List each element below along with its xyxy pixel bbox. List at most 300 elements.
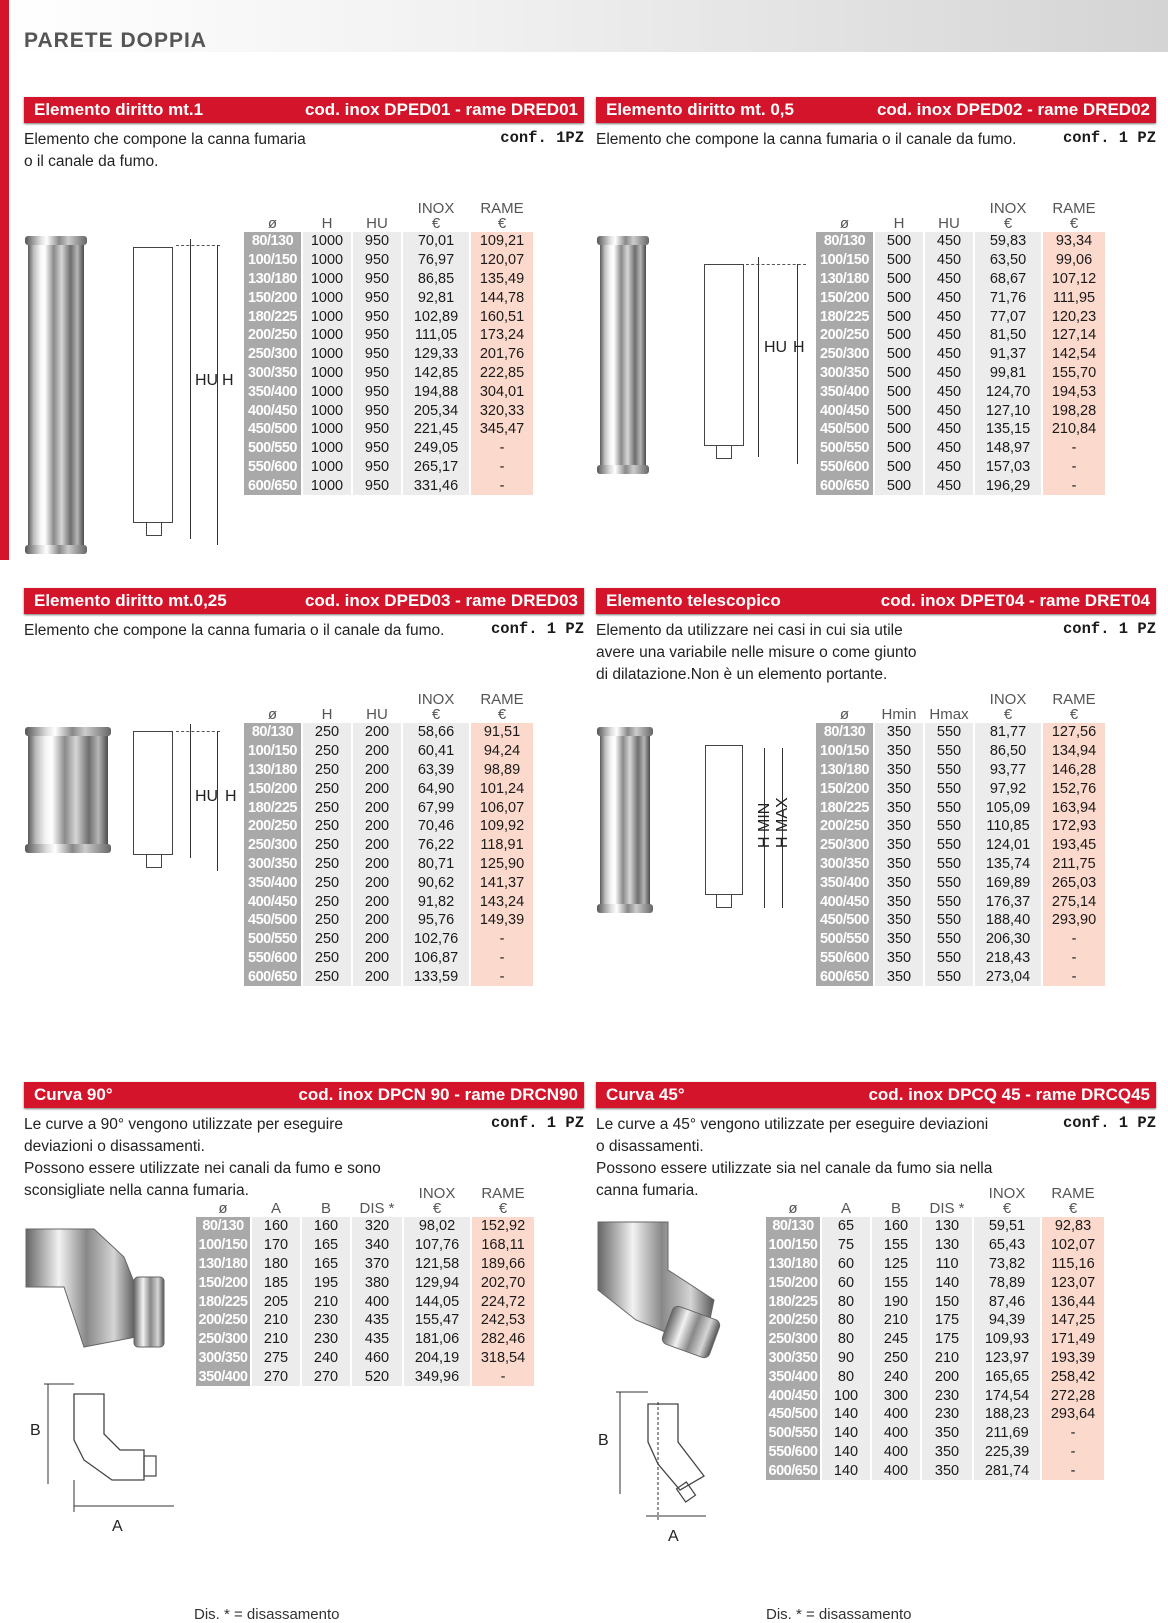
inox-label: INOX bbox=[418, 1185, 456, 1202]
table-row bbox=[816, 364, 1105, 383]
table-row bbox=[244, 232, 533, 251]
table-cell: 87,46 bbox=[974, 1292, 1040, 1311]
col-rame bbox=[472, 1186, 534, 1217]
table-cell: 230 bbox=[922, 1386, 972, 1405]
table-cell: 152,92 bbox=[472, 1217, 534, 1236]
table-cell: 211,75 bbox=[1043, 855, 1105, 874]
section-code: cod. inox DPED03 - rame DRED03 bbox=[304, 591, 578, 610]
table-cell: 194,53 bbox=[1043, 382, 1105, 401]
dim-label-a: A bbox=[112, 1518, 123, 1535]
dis-star: * bbox=[958, 1200, 965, 1217]
table-cell: 106,87 bbox=[403, 949, 469, 968]
diameter-cell: 150/200 bbox=[196, 1273, 250, 1292]
table-cell: 350 bbox=[875, 742, 923, 761]
col-hmin: Hmin bbox=[881, 706, 917, 723]
table-cell: 1000 bbox=[303, 232, 351, 251]
table-row bbox=[766, 1292, 1104, 1311]
table-cell: 102,89 bbox=[403, 307, 469, 326]
table-cell: 250 bbox=[303, 930, 351, 949]
table-row bbox=[196, 1236, 534, 1255]
page-title: PARETE DOPPIA bbox=[24, 29, 207, 52]
table-row bbox=[244, 817, 533, 836]
dim-label-hu: HU bbox=[195, 372, 219, 389]
table-cell: 200 bbox=[353, 873, 401, 892]
table-row bbox=[196, 1367, 534, 1386]
table-cell: 76,22 bbox=[403, 836, 469, 855]
diameter-cell: 350/400 bbox=[816, 873, 873, 892]
table-cell: 148,97 bbox=[975, 439, 1041, 458]
diameter-cell: 100/150 bbox=[816, 251, 873, 270]
diameter-cell: 200/250 bbox=[244, 817, 301, 836]
table-cell: 118,91 bbox=[471, 836, 533, 855]
section-conf: conf. 1PZ bbox=[500, 129, 584, 147]
table-cell: 350 bbox=[875, 855, 923, 874]
table-cell: 111,05 bbox=[403, 326, 469, 345]
table-cell: 188,40 bbox=[975, 911, 1041, 930]
table-cell: 435 bbox=[352, 1311, 402, 1330]
euro-label: € bbox=[432, 1200, 442, 1217]
section-curva-90 bbox=[24, 1082, 584, 1535]
table-cell: 110,85 bbox=[975, 817, 1041, 836]
table-cell: 109,92 bbox=[471, 817, 533, 836]
table-cell: 155,47 bbox=[404, 1311, 470, 1330]
table-cell: 222,85 bbox=[471, 364, 533, 383]
table-cell: 500 bbox=[875, 288, 923, 307]
col-diameter: ø bbox=[839, 215, 850, 232]
table-cell: 86,50 bbox=[975, 742, 1041, 761]
table-cell: 275,14 bbox=[1043, 892, 1105, 911]
table-cell: 1000 bbox=[303, 420, 351, 439]
col-inox bbox=[403, 201, 469, 232]
diameter-cell: 200/250 bbox=[816, 817, 873, 836]
table-cell: 950 bbox=[353, 232, 401, 251]
table-cell: 950 bbox=[353, 307, 401, 326]
dim-tick bbox=[176, 731, 220, 732]
table-cell: 144,05 bbox=[404, 1292, 470, 1311]
table-cell: 500 bbox=[875, 420, 923, 439]
table-row bbox=[244, 288, 533, 307]
diameter-cell: 300/350 bbox=[244, 364, 301, 383]
pipe-photo bbox=[28, 239, 84, 551]
table-cell: 200 bbox=[922, 1367, 972, 1386]
table-cell: 450 bbox=[925, 270, 973, 289]
table-row bbox=[766, 1367, 1104, 1386]
table-cell: 1000 bbox=[303, 307, 351, 326]
table-cell: 210 bbox=[302, 1292, 350, 1311]
diameter-cell: 550/600 bbox=[816, 458, 873, 477]
table-row bbox=[816, 930, 1105, 949]
section-header bbox=[596, 1082, 1156, 1108]
table-cell: 950 bbox=[353, 439, 401, 458]
table-cell: 165 bbox=[302, 1255, 350, 1274]
table-cell: 370 bbox=[352, 1255, 402, 1274]
dim-label-h: H bbox=[222, 372, 234, 389]
price-table bbox=[242, 692, 535, 986]
table-cell: 500 bbox=[875, 382, 923, 401]
table-cell: - bbox=[471, 476, 533, 495]
dim-label-b: B bbox=[30, 1422, 41, 1439]
table-row bbox=[816, 873, 1105, 892]
table-cell: 130 bbox=[922, 1217, 972, 1236]
table-row bbox=[244, 911, 533, 930]
diameter-cell: 400/450 bbox=[244, 892, 301, 911]
elbow-45-photo bbox=[596, 1220, 736, 1370]
section-code: cod. inox DPED01 - rame DRED01 bbox=[304, 100, 578, 119]
table-cell: 350 bbox=[875, 761, 923, 780]
table-cell: 92,81 bbox=[403, 288, 469, 307]
table-cell: 350 bbox=[875, 873, 923, 892]
table-cell: 185 bbox=[252, 1273, 300, 1292]
table-cell: 200 bbox=[353, 949, 401, 968]
table-row bbox=[244, 420, 533, 439]
pipe-photo bbox=[600, 239, 646, 471]
table-cell: 1000 bbox=[303, 251, 351, 270]
section-title: Curva 45° bbox=[606, 1085, 685, 1104]
table-cell: 58,66 bbox=[403, 723, 469, 742]
diameter-cell: 100/150 bbox=[244, 251, 301, 270]
table-cell: 200 bbox=[353, 967, 401, 986]
col-hu: HU bbox=[938, 215, 960, 232]
inox-label: INOX bbox=[417, 691, 455, 708]
table-cell: 1000 bbox=[303, 364, 351, 383]
table-cell: 450 bbox=[925, 439, 973, 458]
table-cell: 193,45 bbox=[1043, 836, 1105, 855]
table-cell: 80 bbox=[822, 1367, 870, 1386]
diameter-cell: 600/650 bbox=[816, 967, 873, 986]
table-cell: 350 bbox=[875, 817, 923, 836]
dim-line-hu bbox=[190, 239, 191, 539]
diameter-cell: 130/180 bbox=[816, 270, 873, 289]
table-cell: 250 bbox=[303, 723, 351, 742]
diameter-cell: 450/500 bbox=[244, 911, 301, 930]
diameter-cell: 180/225 bbox=[766, 1292, 820, 1311]
table-cell: 250 bbox=[303, 892, 351, 911]
table-cell: 135,49 bbox=[471, 270, 533, 289]
table-cell: 73,82 bbox=[974, 1255, 1040, 1274]
table-cell: 200 bbox=[353, 723, 401, 742]
table-cell: 320,33 bbox=[471, 401, 533, 420]
table-row bbox=[244, 364, 533, 383]
diameter-cell: 150/200 bbox=[244, 288, 301, 307]
table-cell: 550 bbox=[925, 873, 973, 892]
table-cell: 143,24 bbox=[471, 892, 533, 911]
table-cell: 91,82 bbox=[403, 892, 469, 911]
table-cell: 258,42 bbox=[1042, 1367, 1104, 1386]
table-cell: 106,07 bbox=[471, 798, 533, 817]
table-cell: 157,03 bbox=[975, 458, 1041, 477]
table-cell: 1000 bbox=[303, 401, 351, 420]
table-cell: 950 bbox=[353, 382, 401, 401]
table-cell: 950 bbox=[353, 420, 401, 439]
table-cell: 163,94 bbox=[1043, 798, 1105, 817]
col-hu: HU bbox=[366, 706, 388, 723]
table-cell: 63,39 bbox=[403, 761, 469, 780]
col-diameter: ø bbox=[267, 706, 278, 723]
diameter-cell: 180/225 bbox=[244, 798, 301, 817]
col-hmax: Hmax bbox=[929, 706, 969, 723]
section-description: Elemento che compone la canna fumaria o il canale da fumo. bbox=[24, 131, 306, 170]
table-cell: 273,04 bbox=[975, 967, 1041, 986]
table-cell: 211,69 bbox=[974, 1424, 1040, 1443]
table-cell: - bbox=[1042, 1443, 1104, 1462]
table-cell: 140 bbox=[822, 1424, 870, 1443]
table-cell: 500 bbox=[875, 439, 923, 458]
table-cell: 250 bbox=[303, 761, 351, 780]
table-cell: 250 bbox=[303, 911, 351, 930]
table-cell: 500 bbox=[875, 251, 923, 270]
table-cell: 500 bbox=[875, 364, 923, 383]
euro-label: € bbox=[1003, 706, 1013, 723]
table-cell: 270 bbox=[302, 1367, 350, 1386]
diameter-cell: 550/600 bbox=[244, 458, 301, 477]
table-cell: 350 bbox=[875, 836, 923, 855]
col-b: B bbox=[320, 1200, 331, 1217]
table-cell: 450 bbox=[925, 401, 973, 420]
col-diameter: ø bbox=[788, 1200, 798, 1217]
table-cell: 350 bbox=[875, 892, 923, 911]
diameter-cell: 600/650 bbox=[766, 1461, 820, 1480]
diameter-cell: 130/180 bbox=[816, 761, 873, 780]
table-row bbox=[766, 1236, 1104, 1255]
table-cell: 550 bbox=[925, 836, 973, 855]
table-cell: 160 bbox=[252, 1217, 300, 1236]
table-cell: 282,46 bbox=[472, 1330, 534, 1349]
diameter-cell: 130/180 bbox=[244, 761, 301, 780]
diameter-cell: 180/225 bbox=[244, 307, 301, 326]
table-cell: 175 bbox=[922, 1311, 972, 1330]
elbow-90-photo bbox=[24, 1227, 174, 1367]
table-cell: 550 bbox=[925, 723, 973, 742]
table-cell: 250 bbox=[303, 836, 351, 855]
table-cell: 80,71 bbox=[403, 855, 469, 874]
dim-tick bbox=[176, 245, 220, 246]
section-description: Le curve a 90° vengono utilizzate per eseguire deviazioni o disassamenti. Possono essere utilizzate nei canali da fumo e sono sconsigliate nella canna fumaria. bbox=[24, 1116, 381, 1199]
table-cell: 500 bbox=[875, 307, 923, 326]
table-row bbox=[196, 1349, 534, 1368]
diameter-cell: 300/350 bbox=[244, 855, 301, 874]
table-cell: 175 bbox=[922, 1330, 972, 1349]
table-row bbox=[816, 232, 1105, 251]
pipe-sketch-spigot bbox=[146, 854, 162, 868]
section-header bbox=[24, 97, 584, 123]
table-cell: 99,06 bbox=[1043, 251, 1105, 270]
table-cell: 142,85 bbox=[403, 364, 469, 383]
table-cell: 155 bbox=[872, 1273, 920, 1292]
diameter-cell: 450/500 bbox=[244, 420, 301, 439]
table-cell: 265,17 bbox=[403, 458, 469, 477]
table-cell: 950 bbox=[353, 251, 401, 270]
diameter-cell: 130/180 bbox=[766, 1255, 820, 1274]
dim-label-h: H bbox=[793, 339, 805, 356]
table-cell: 265,03 bbox=[1043, 873, 1105, 892]
col-h: H bbox=[893, 215, 905, 232]
table-cell: 1000 bbox=[303, 288, 351, 307]
section-elemento-telescopico bbox=[596, 588, 1156, 985]
table-row bbox=[196, 1330, 534, 1349]
col-h: H bbox=[321, 215, 333, 232]
table-cell: 550 bbox=[925, 930, 973, 949]
table-cell: 155,70 bbox=[1043, 364, 1105, 383]
table-row bbox=[766, 1330, 1104, 1349]
table-cell: 201,76 bbox=[471, 345, 533, 364]
footnote-left: Dis. * = disassamento bbox=[194, 1606, 340, 1623]
section-description: Elemento da utilizzare nei casi in cui sia utile avere una variabile nelle misure o come giunto di dilatazione.Non è un elemento portante. bbox=[596, 622, 917, 683]
diameter-cell: 400/450 bbox=[816, 892, 873, 911]
table-cell: 224,72 bbox=[472, 1292, 534, 1311]
section-description: Elemento che compone la canna fumaria o il canale da fumo. bbox=[596, 131, 1017, 148]
table-cell: 160 bbox=[302, 1217, 350, 1236]
section-description: Elemento che compone la canna fumaria o il canale da fumo. bbox=[24, 622, 445, 639]
table-cell: 100 bbox=[822, 1386, 870, 1405]
table-cell: 125,90 bbox=[471, 855, 533, 874]
euro-label: € bbox=[1068, 1200, 1078, 1217]
table-row bbox=[816, 798, 1105, 817]
table-cell: 94,24 bbox=[471, 742, 533, 761]
table-row bbox=[816, 326, 1105, 345]
diameter-cell: 350/400 bbox=[196, 1367, 250, 1386]
pipe-sketch-spigot bbox=[716, 894, 732, 908]
table-cell: 250 bbox=[303, 779, 351, 798]
diameter-cell: 600/650 bbox=[816, 476, 873, 495]
table-row bbox=[244, 270, 533, 289]
section-elemento-diritto-025m bbox=[24, 588, 584, 985]
diameter-cell: 600/650 bbox=[244, 476, 301, 495]
diameter-cell: 130/180 bbox=[244, 270, 301, 289]
table-cell: 550 bbox=[925, 798, 973, 817]
table-row bbox=[244, 326, 533, 345]
table-cell: 304,01 bbox=[471, 382, 533, 401]
col-b: B bbox=[890, 1200, 901, 1217]
col-inox bbox=[974, 1186, 1040, 1217]
table-cell: 141,37 bbox=[471, 873, 533, 892]
rame-label: RAME bbox=[480, 200, 524, 217]
col-rame bbox=[1042, 1186, 1104, 1217]
table-cell: 450 bbox=[925, 288, 973, 307]
table-cell: 200 bbox=[353, 761, 401, 780]
table-cell: 500 bbox=[875, 270, 923, 289]
diameter-cell: 300/350 bbox=[766, 1349, 820, 1368]
table-cell: - bbox=[1043, 930, 1105, 949]
table-cell: 450 bbox=[925, 251, 973, 270]
diameter-cell: 80/130 bbox=[196, 1217, 250, 1236]
dim-label-hmax: H MAX bbox=[774, 797, 791, 848]
section-elemento-diritto-05m bbox=[596, 97, 1156, 494]
diameter-cell: 400/450 bbox=[766, 1386, 820, 1405]
diameter-cell: 100/150 bbox=[816, 742, 873, 761]
table-cell: 200 bbox=[353, 742, 401, 761]
table-cell: 350 bbox=[875, 930, 923, 949]
table-cell: 340 bbox=[352, 1236, 402, 1255]
table-row bbox=[816, 949, 1105, 968]
table-cell: 320 bbox=[352, 1217, 402, 1236]
table-cell: - bbox=[1043, 949, 1105, 968]
diameter-cell: 200/250 bbox=[816, 326, 873, 345]
table-cell: 250 bbox=[303, 817, 351, 836]
table-cell: 135,74 bbox=[975, 855, 1041, 874]
pipe-sketch-spigot bbox=[716, 445, 732, 459]
section-header bbox=[24, 1082, 584, 1108]
table-cell: 134,94 bbox=[1043, 742, 1105, 761]
col-diameter: ø bbox=[839, 706, 850, 723]
table-cell: 168,11 bbox=[472, 1236, 534, 1255]
table-cell: 950 bbox=[353, 288, 401, 307]
dim-label-hu: HU bbox=[195, 788, 219, 805]
diameter-cell: 200/250 bbox=[244, 326, 301, 345]
table-cell: 500 bbox=[875, 345, 923, 364]
table-cell: 92,83 bbox=[1042, 1217, 1104, 1236]
inox-label: INOX bbox=[417, 200, 455, 217]
table-cell: 331,46 bbox=[403, 476, 469, 495]
diameter-cell: 500/550 bbox=[766, 1424, 820, 1443]
table-cell: - bbox=[1043, 476, 1105, 495]
table-cell: 146,28 bbox=[1043, 761, 1105, 780]
diameter-cell: 350/400 bbox=[244, 382, 301, 401]
table-row bbox=[816, 967, 1105, 986]
section-description: Le curve a 45° vengono utilizzate per eseguire deviazioni o disassamenti. Possono essere utilizzate sia nel canale da fumo sia nella canna fumaria. bbox=[596, 1116, 993, 1199]
dim-label-hmin: H MIN bbox=[756, 802, 773, 848]
table-cell: 95,76 bbox=[403, 911, 469, 930]
table-cell: 218,43 bbox=[975, 949, 1041, 968]
section-title: Elemento diritto mt.1 bbox=[34, 100, 204, 119]
table-cell: 80 bbox=[822, 1311, 870, 1330]
table-cell: 160,51 bbox=[471, 307, 533, 326]
table-cell: 65 bbox=[822, 1217, 870, 1236]
table-cell: 102,07 bbox=[1042, 1236, 1104, 1255]
table-cell: 500 bbox=[875, 326, 923, 345]
section-elemento-diritto-1m bbox=[24, 97, 584, 494]
diameter-cell: 80/130 bbox=[244, 723, 301, 742]
table-cell: 129,94 bbox=[404, 1273, 470, 1292]
euro-label: € bbox=[431, 215, 441, 232]
table-cell: 200 bbox=[353, 892, 401, 911]
table-cell: - bbox=[471, 967, 533, 986]
diameter-cell: 180/225 bbox=[196, 1292, 250, 1311]
table-cell: 270 bbox=[252, 1367, 300, 1386]
col-dis bbox=[922, 1186, 972, 1217]
euro-label: € bbox=[1002, 1200, 1012, 1217]
col-rame bbox=[471, 692, 533, 723]
table-cell: 195 bbox=[302, 1273, 350, 1292]
table-cell: 206,30 bbox=[975, 930, 1041, 949]
table-row bbox=[816, 723, 1105, 742]
dim-label-a: A bbox=[668, 1528, 679, 1545]
table-cell: 109,93 bbox=[974, 1330, 1040, 1349]
table-row bbox=[766, 1349, 1104, 1368]
table-row bbox=[244, 742, 533, 761]
euro-label: € bbox=[431, 706, 441, 723]
table-row bbox=[816, 779, 1105, 798]
table-cell: 94,39 bbox=[974, 1311, 1040, 1330]
table-cell: 950 bbox=[353, 401, 401, 420]
table-cell: 400 bbox=[872, 1424, 920, 1443]
table-cell: 133,59 bbox=[403, 967, 469, 986]
table-cell: 450 bbox=[925, 458, 973, 477]
col-diameter: ø bbox=[267, 215, 278, 232]
table-cell: 150 bbox=[922, 1292, 972, 1311]
table-cell: 950 bbox=[353, 458, 401, 477]
table-cell: 59,83 bbox=[975, 232, 1041, 251]
table-cell: 1000 bbox=[303, 476, 351, 495]
table-row bbox=[196, 1273, 534, 1292]
dim-line-hu bbox=[190, 724, 191, 858]
table-cell: 450 bbox=[925, 364, 973, 383]
table-cell: 210 bbox=[922, 1349, 972, 1368]
table-cell: - bbox=[471, 439, 533, 458]
section-code: cod. inox DPCN 90 - rame DRCN90 bbox=[298, 1085, 578, 1104]
table-cell: 124,70 bbox=[975, 382, 1041, 401]
price-table bbox=[194, 1186, 536, 1386]
table-row bbox=[244, 458, 533, 477]
